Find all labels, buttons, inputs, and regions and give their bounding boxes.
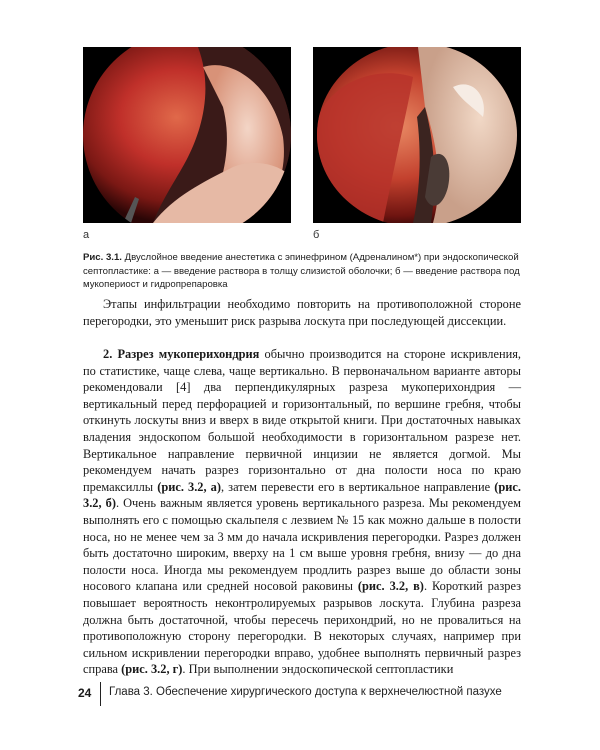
endoscopic-image-b xyxy=(313,47,521,223)
figure-reference: (рис. 3.2, в) xyxy=(357,579,424,594)
figure-reference: (рис. 3.2, а) xyxy=(157,479,221,494)
paragraph-text: , затем перевести его в вертикальное направление xyxy=(221,479,495,494)
section-heading: 2. Разрез мукоперихондрия xyxy=(103,347,260,361)
figure-reference: (рис. 3.2, б) xyxy=(83,479,521,511)
page-footer xyxy=(78,682,528,706)
endoscopic-photo-b xyxy=(313,47,521,223)
panel-label-b: б xyxy=(313,229,320,241)
paragraph-text: . При выполнении эндоскопической септопластики xyxy=(182,662,454,677)
caption-text: Двуслойное введение анестетика с эпинефрином (Адреналином*) при эндоскопической септопластике: а — введение раствора в толщу слизистой оболочки; б — введение раствора под мукопериост и гидропрепаровка xyxy=(83,252,520,290)
paragraph-text: . Короткий разрез повышает вероятность неконтролируемых разрывов лоскута. Глубина разреза должна быть достаточной, чтобы пересечь перихондрий, но не провалиться на противоположную сторону перегородки. В некоторых случаях, например при сильном искривлении перегородки вправо, удобнее выполнять первичный разрез справа xyxy=(83,579,522,677)
figure-3-1 xyxy=(83,47,521,223)
caption-title: Рис. 3.1. xyxy=(83,252,122,263)
paragraph-infiltration: Этапы инфильтрации необходимо повторить на противоположной стороне перегородки, это уменьшит риск разрыва лоскута при последующей диссекции. xyxy=(83,297,521,328)
footer-divider xyxy=(100,682,101,706)
panel-label-a: а xyxy=(83,229,90,241)
endoscopic-photo-a xyxy=(83,47,291,223)
paragraph-incision xyxy=(83,346,521,678)
chapter-title: Глава 3. Обеспечение хирургического доступа к верхнечелюстной пазухе xyxy=(109,686,502,698)
endoscopic-image-a xyxy=(83,47,291,223)
figure-caption xyxy=(83,251,523,292)
page-number: 24 xyxy=(78,686,92,700)
paragraph-text: . Очень важным является уровень вертикального разреза. Мы рекомендуем выполнять его с помощью скальпеля с лезвием № 15 как можно дальше в полости носа, но не менее чем за 3 мм до начала искривления перегородки. Разрез должен быть достаточно широким, вверху на 1 см выше уровня гребня, внизу — до дна полости носа. Иногда мы рекомендуем продлить разрез выше до области зоны носового клапана или средней носовой раковины xyxy=(83,496,521,594)
figure-reference: (рис. 3.2, г) xyxy=(121,662,183,677)
paragraph-text: обычно производится на стороне искривления, по статистике, чаще слева, чаще вертикально. В первоначальном варианте авторы рекомендовали [4] два перпендикулярных разреза мукоперихондрия — вертикальный перед перфорацией и горизонтальный, по вершине гребня, чтобы откинуть лоскуты вниз и вверх в виде открытой книги. При достаточных навыках владения эндоскопом большой необходимости в горизонтальном разрезе нет. Вертикальное направление первичной инцизии не является догмой. Мы рекомендуем начать разрез горизонтально от дна полости носа по краю премаксиллы xyxy=(83,347,521,494)
